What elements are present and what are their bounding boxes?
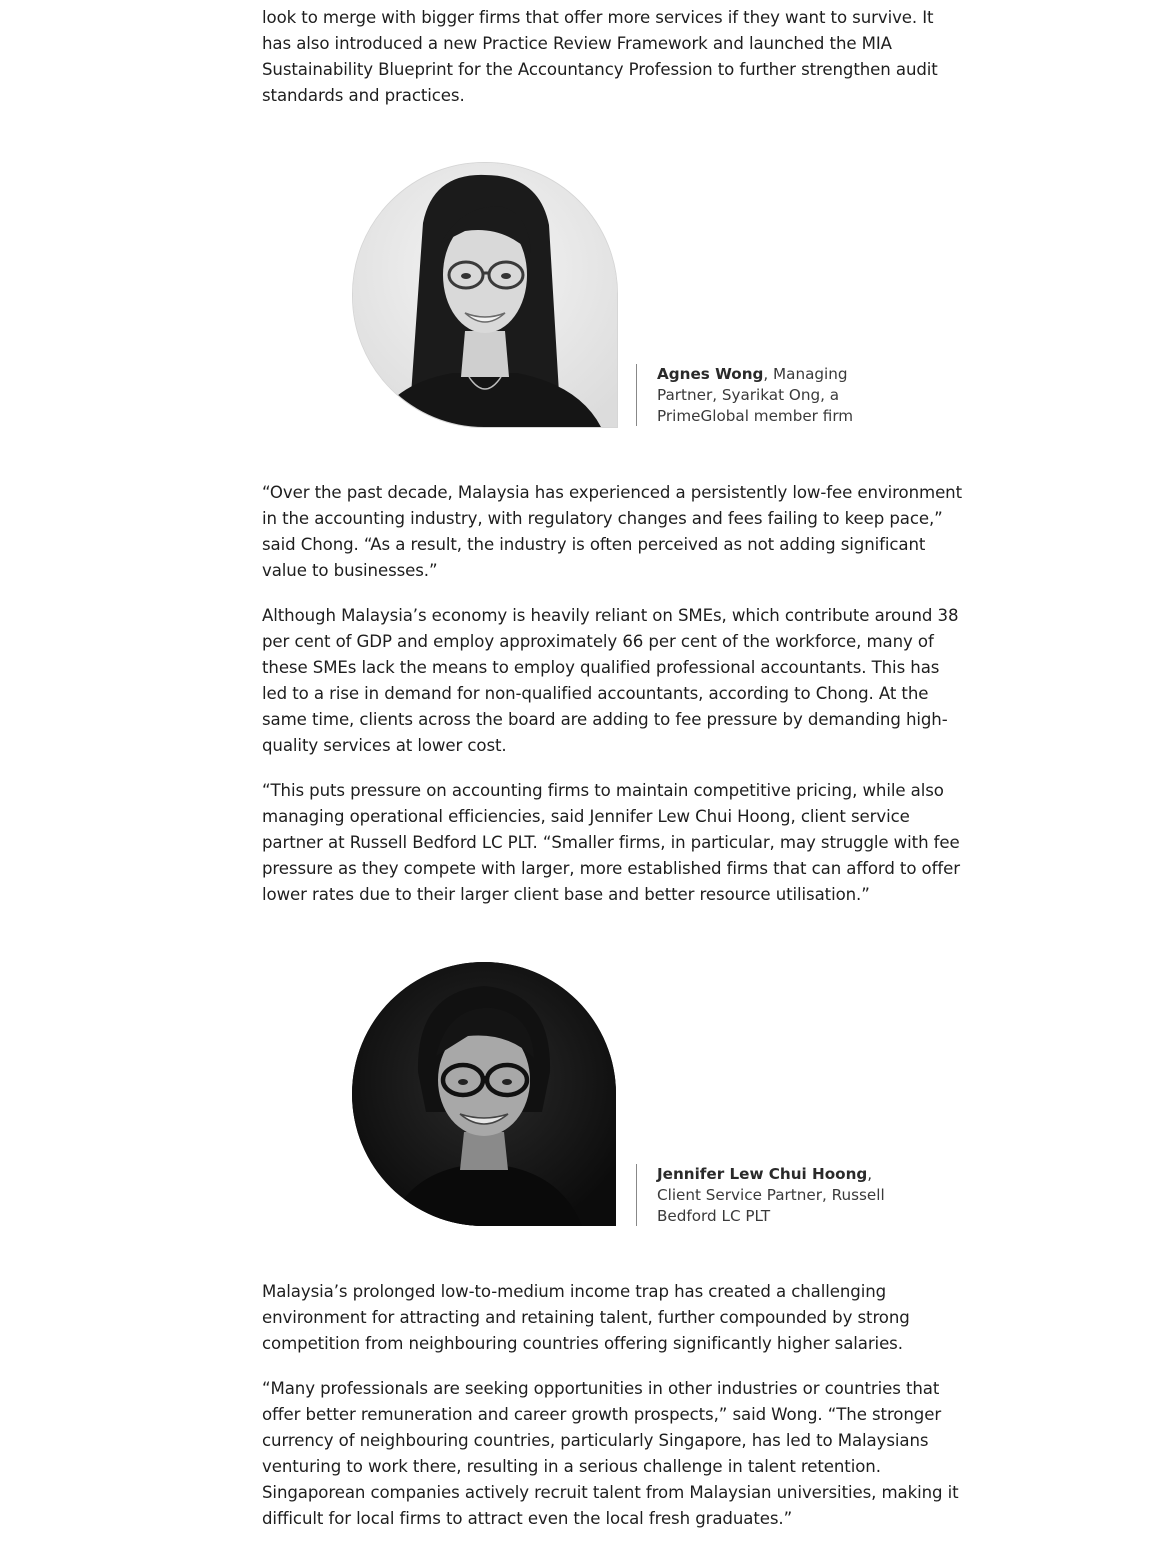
- profile-name: Agnes Wong: [657, 365, 764, 383]
- article-paragraph: “Many professionals are seeking opportunities in other industries or countries that offer better remuneration and career growth prospects,” said Wong. “The stronger currency of neighbouring countries, particularly Singapore, has led to Malaysians venturing to work there, resulting in a serious challenge in talent retention. Singaporean companies actively recruit talent from Malaysian universities, making it difficult for local firms to attract even the local fresh graduates.”: [262, 1379, 959, 1528]
- portrait-agnes-wong: [352, 162, 618, 428]
- portrait-photo-light: [353, 163, 617, 427]
- profile-role: , Client Service Partner, Russell Bedford LC PLT: [657, 1165, 885, 1225]
- article-paragraph: “Over the past decade, Malaysia has experienced a persistently low-fee environment in the accounting industry, with regulatory changes and fees failing to keep pace,” said Chong. “As a result, the industry is often perceived as not adding significant value to businesses.”: [262, 483, 963, 580]
- portrait-photo-dark: [352, 962, 616, 1226]
- article-paragraph: Malaysia’s prolonged low-to-medium income trap has created a challenging environment for attracting and retaining talent, further compounded by strong competition from neighbouring countries offering significantly higher salaries.: [262, 1282, 910, 1353]
- article-paragraph: “This puts pressure on accounting firms to maintain competitive pricing, while also managing operational efficiencies, said Jennifer Lew Chui Hoong, client service partner at Russell Bedford LC PLT. “Smaller firms, in particular, may struggle with fee pressure as they compete with larger, more established firms that can afford to offer lower rates due to their larger client base and better resource utilisation.”: [262, 781, 960, 904]
- portrait-jennifer-lew: [352, 962, 616, 1226]
- profile-name: Jennifer Lew Chui Hoong: [657, 1165, 868, 1183]
- profile-role: , Managing Partner, Syarikat Ong, a PrimeGlobal member firm: [657, 365, 854, 425]
- caption-agnes-wong: [636, 364, 887, 426]
- article-paragraph: Although Malaysia’s economy is heavily reliant on SMEs, which contribute around 38 per cent of GDP and employ approximately 66 per cent of the workforce, many of these SMEs lack the means to employ qualified professional accountants. This has led to a rise in demand for non-qualified accountants, according to Chong. At the same time, clients across the board are adding to fee pressure by demanding high-quality services at lower cost.: [262, 606, 959, 755]
- intro-paragraph: look to merge with bigger firms that offer more services if they want to survive. It has also introduced a new Practice Review Framework and launched the MIA Sustainability Blueprint for the Accountancy Profession to further strengthen audit standards and practices.: [262, 8, 938, 105]
- caption-jennifer-lew: [636, 1164, 887, 1226]
